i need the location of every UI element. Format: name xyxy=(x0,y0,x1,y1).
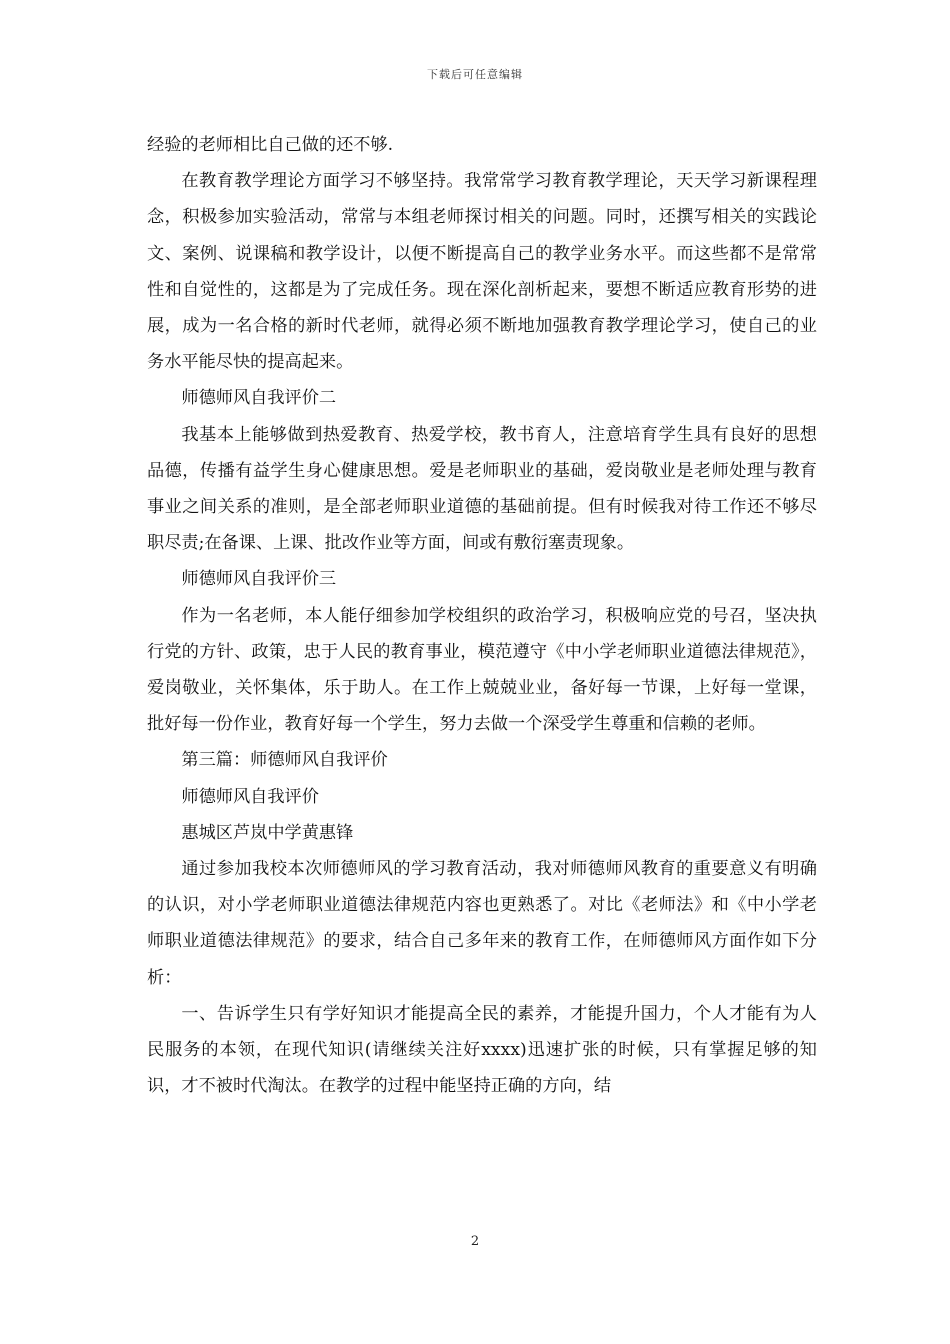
document-body xyxy=(147,127,817,1104)
paragraph-2: 在教育教学理论方面学习不够坚持。我常常学习教育教学理论，天天学习新课程理念，积极参加实验活动，常常与本组老师探讨相关的问题。同时，还撰写相关的实践论文、案例、说课稿和教学设计，以便不断提高自己的教学业务水平。而这些都不是常常性和自觉性的，这都是为了完成任务。现在深化剖析起来，要想不断适应教育形势的进展，成为一名合格的新时代老师，就得必须不断地加强教育教学理论学习，使自己的业务水平能尽快的提高起来。 xyxy=(147,171,817,373)
chapter-heading: 第三篇：师德师风自我评价 xyxy=(181,750,388,771)
section-heading-3: 师德师风自我评价三 xyxy=(181,569,337,590)
paragraph-1: 经验的老师相比自己做的还不够. xyxy=(147,135,394,155)
paragraph-4: 作为一名老师，本人能仔细参加学校组织的政治学习，积极响应党的号召，坚决执行党的方针、政策，忠于人民的教育事业，模范遵守《中小学老师职业道德法律规范》，爱岗敬业，关怀集体，乐于助人。在工作上兢兢业业，备好每一节课，上好每一堂课，批好每一份作业，教育好每一个学生，努力去做一个深受学生尊重和信赖的老师。 xyxy=(147,605,817,735)
paragraph-6: 一、告诉学生只有学好知识才能提高全民的素养，才能提升国力，个人才能有为人民服务的本领，在现代知识(请继续关注好xxxx)迅速扩张的时候，只有掌握足够的知识，才不被时代淘汰。在教学的过程中能坚持正确的方向，结 xyxy=(147,1003,817,1097)
section-heading-2: 师德师风自我评价二 xyxy=(181,388,337,409)
paragraph-3: 我基本上能够做到热爱教育、热爱学校，教书育人，注意培育学生具有良好的思想品德，传播有益学生身心健康思想。爱是老师职业的基础，爱岗敬业是老师处理与教育事业之间关系的准则，是全部老师职业道德的基础前提。但有时候我对待工作还不够尽职尽责;在备课、上课、批改作业等方面，间或有敷衍塞责现象。 xyxy=(147,424,817,554)
author-line: 惠城区芦岚中学黄惠锋 xyxy=(181,822,354,843)
page-header: 下载后可任意编辑 xyxy=(427,68,523,81)
article-title: 师德师风自我评价 xyxy=(181,786,319,807)
page-number: 2 xyxy=(470,1234,480,1249)
paragraph-5: 通过参加我校本次师德师风的学习教育活动，我对师德师风教育的重要意义有明确的认识，对小学老师职业道德法律规范内容也更熟悉了。对比《老师法》和《中小学老师职业道德法律规范》的要求，结合自己多年来的教育工作，在师德师风方面作如下分析： xyxy=(147,859,817,988)
